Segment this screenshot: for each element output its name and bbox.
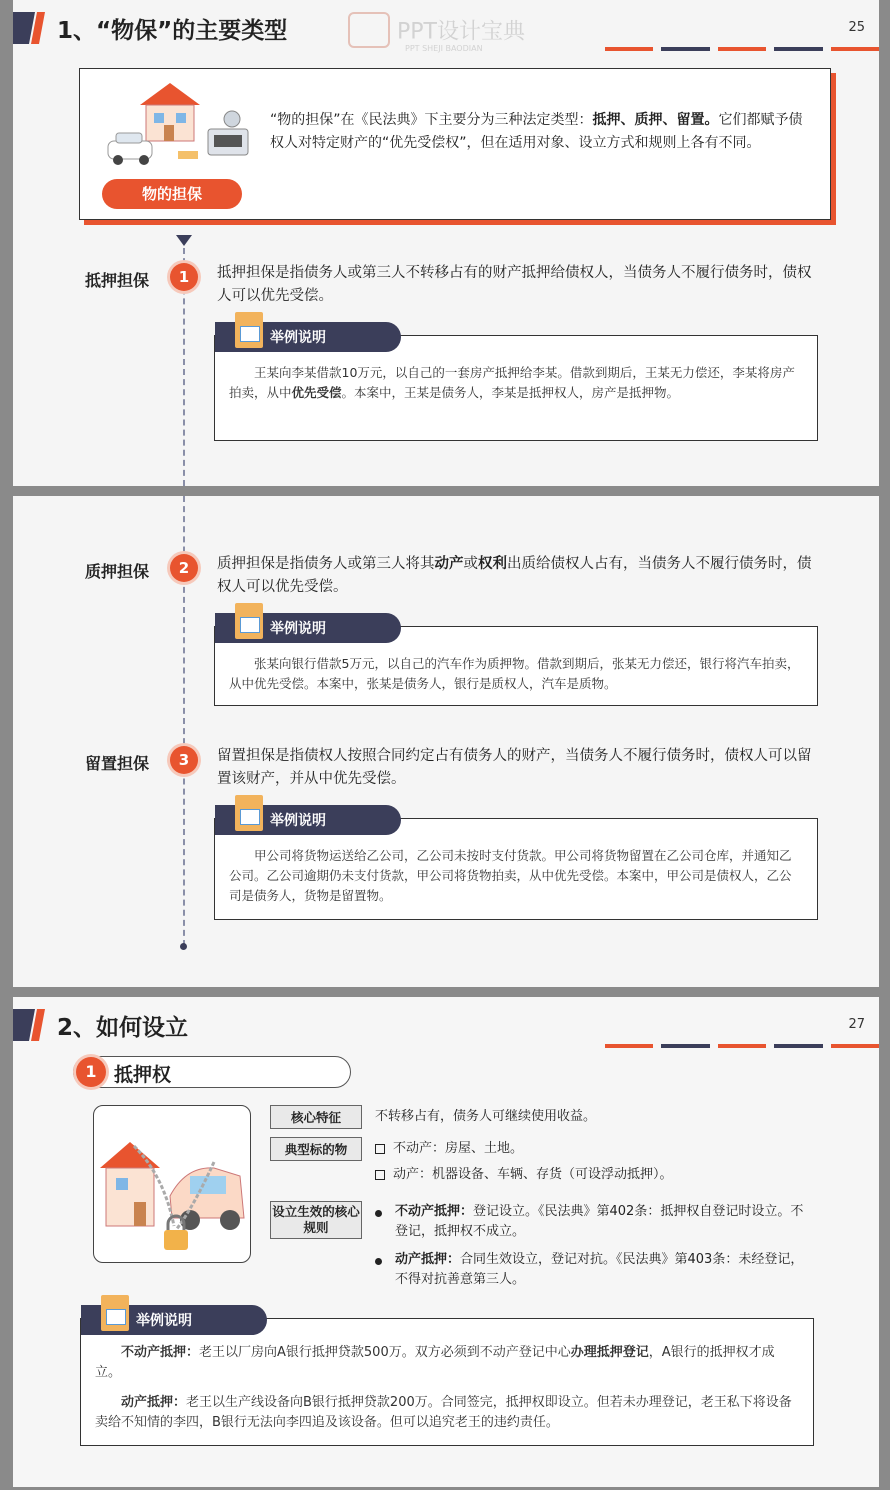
item-label-pledge: 质押担保: [85, 562, 150, 581]
example-box-mortgage: [214, 330, 818, 441]
section-title: 抵押权: [114, 1064, 172, 1086]
example-label: 举例说明: [270, 330, 326, 346]
page-number: 27: [848, 1017, 865, 1032]
header-stripes: [605, 1044, 879, 1048]
example-text: 王某向李某借款10万元，以自己的一套房产抵押给李某。借款到期后，王某无力偿还，李某将房产拍卖，从中优先受偿。本案中，王某是债务人，李某是抵押权人，房产是抵押物。: [229, 365, 795, 400]
example-label: 举例说明: [136, 1313, 192, 1329]
picture-icon: [235, 603, 263, 639]
picture-icon: [235, 795, 263, 831]
title-accent-mark: [13, 12, 53, 44]
header-stripes: [605, 47, 879, 51]
item-label-mortgage: 抵押担保: [85, 271, 150, 290]
intro-pill: 物的担保: [102, 179, 242, 209]
example-label: 举例说明: [270, 621, 326, 637]
bullet-icon: [375, 1258, 382, 1265]
intro-text: “物的担保”在《民法典》下主要分为三种法定类型：抵押、质押、留置。它们都赋予债权人对特定财产的“优先受偿权”，但在适用对象、设立方式和规则上各有不同。: [270, 112, 803, 151]
page-number: 25: [848, 20, 865, 35]
slide-26: [13, 496, 879, 987]
example-box-pledge: [214, 621, 818, 706]
core-feature-text: 不转移占有，债务人可继续使用收益。: [375, 1109, 597, 1124]
item-number-badge: 2: [170, 554, 198, 582]
example-tab: [215, 613, 401, 643]
bullet-icon: [375, 1210, 382, 1217]
watermark-logo: PPT设计宝典: [348, 12, 525, 48]
example-box-mortgage-setup: [80, 1313, 814, 1446]
slide-25: [13, 0, 879, 486]
tag-core-rules: 设立生效的核心规则: [270, 1201, 362, 1239]
rule-immovable: 不动产抵押：登记设立。《民法典》第402条：抵押权自登记时设立。不登记，抵押权不成立。: [395, 1204, 804, 1239]
slide-title: 1、“物保”的主要类型: [57, 18, 288, 44]
example-text-immovable: 不动产抵押：老王以厂房向A银行抵押贷款500万。双方必须到不动产登记中心办理抵押登记，A银行的抵押权才成立。: [95, 1345, 775, 1380]
example-tab: [215, 322, 401, 352]
title-accent-mark: [13, 1009, 53, 1041]
example-tab: [215, 805, 401, 835]
watermark-brand-sub: PPT SHEJI BAODIAN: [405, 44, 483, 53]
checkbox-icon: [375, 1170, 385, 1180]
item-text-mortgage: 抵押担保是指债务人或第三人不转移占有的财产抵押给债权人，当债务人不履行债务时，债权人可以优先受偿。: [217, 265, 812, 304]
slide-27: [13, 997, 879, 1487]
section-heading: [73, 1056, 351, 1088]
section-number-badge: 1: [76, 1057, 106, 1087]
checkbox-icon: [375, 1144, 385, 1154]
item-label-lien: 留置担保: [85, 754, 150, 773]
example-tab: [81, 1305, 267, 1335]
house-car-illustration: [100, 75, 260, 175]
example-box-lien: [214, 813, 818, 920]
example-text-movable: 动产抵押：老王以生产线设备向B银行抵押贷款200万。合同签完，抵押权即设立。但若未办理登记，老王私下将设备卖给不知情的李四，B银行无法向李四追及该设备。但可以追究老王的违约责任。: [95, 1395, 792, 1430]
item-number-badge: 1: [170, 263, 198, 291]
example-label: 举例说明: [270, 813, 326, 829]
rule-movable: 动产抵押：合同生效设立，登记对抗。《民法典》第403条：未经登记，不得对抗善意第三人。: [395, 1252, 804, 1287]
picture-icon: [101, 1295, 129, 1331]
tag-typical-object: 典型标的物: [270, 1137, 362, 1161]
timeline-arrow: [176, 235, 192, 246]
slide-title: 2、如何设立: [57, 1015, 189, 1041]
item-number-badge: 3: [170, 746, 198, 774]
picture-icon: [235, 312, 263, 348]
example-text: 张某向银行借款5万元，以自己的汽车作为质押物。借款到期后，张某无力偿还，银行将汽车拍卖，从中优先受偿。本案中，张某是债务人，银行是质权人，汽车是质物。: [229, 656, 800, 691]
example-text: 甲公司将货物运送给乙公司，乙公司未按时支付货款。甲公司将货物留置在乙公司仓库，并通知乙公司。乙公司逾期仍未支付货款，甲公司将货物拍卖，从中优先受偿。本案中，甲公司是债权人，乙公司是债务人，货物是留置物。: [229, 848, 792, 903]
item-text-pledge: 质押担保是指债务人或第三人将其动产或权利出质给债权人占有，当债务人不履行债务时，债权人可以优先受偿。: [217, 556, 812, 595]
typical-object-item: 动产：机器设备、车辆、存货（可设浮动抵押）。: [375, 1165, 673, 1185]
house-car-lock-illustration: [93, 1105, 251, 1263]
tag-core-feature: 核心特征: [270, 1105, 362, 1129]
item-text-lien: 留置担保是指债权人按照合同约定占有债务人的财产，当债务人不履行债务时，债权人可以留置该财产，并从中优先受偿。: [217, 748, 812, 787]
timeline-end-dot: [180, 943, 187, 950]
intro-box: [79, 68, 831, 220]
typical-object-item: 不动产：房屋、土地。: [375, 1139, 523, 1159]
